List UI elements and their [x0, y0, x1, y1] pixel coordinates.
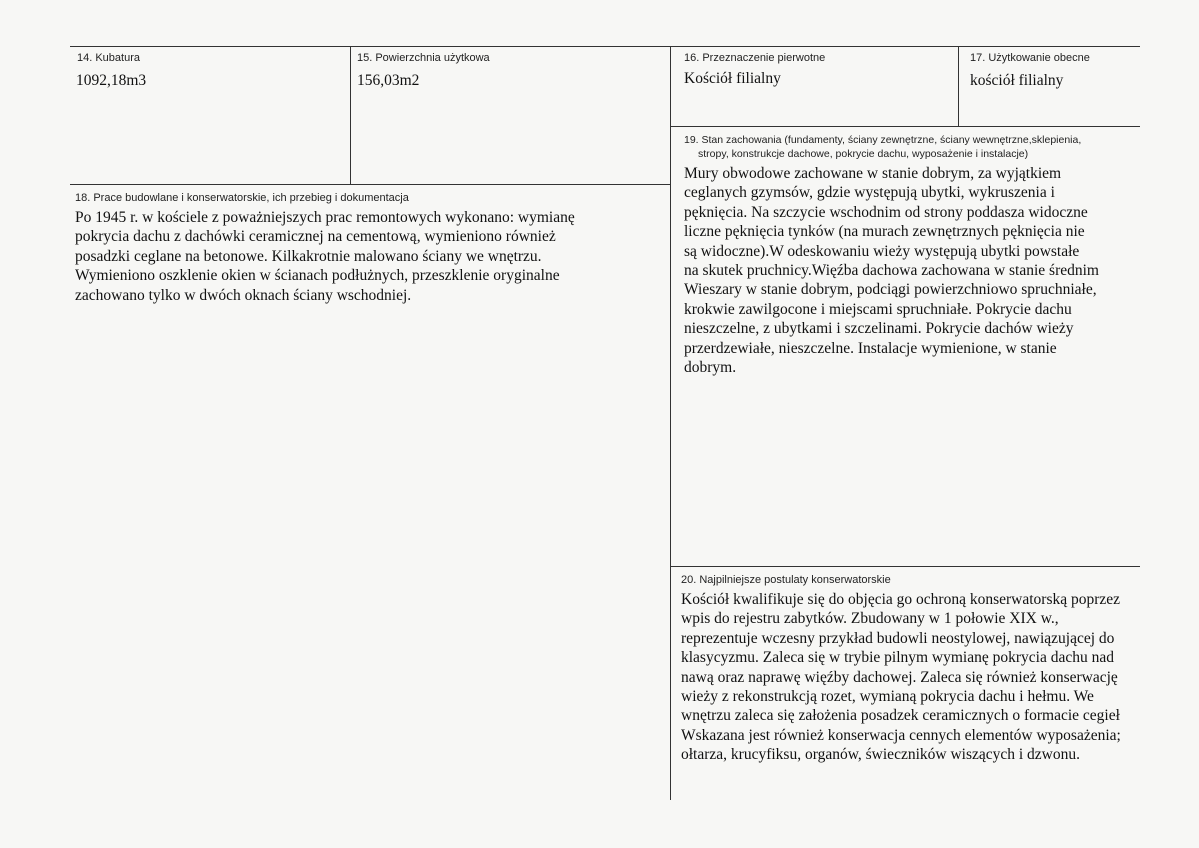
powierzchnia-label: 15. Powierzchnia użytkowa [357, 52, 490, 64]
text-line: nieszczelne, z ubytkami i szczelinami. Pokrycie dachów wieży [684, 320, 1074, 338]
main-vertical-divider [670, 46, 671, 800]
text-line: reprezentuje wczesny przykład budowli neostylowej, nawiązującej do [681, 629, 1115, 647]
text-line: krokwie zawilgocone i miejscami spruchniałe. Pokrycie dachu [684, 300, 1072, 318]
label-line: stropy, konstrukcje dachowe, pokrycie dachu, wyposażenie i instalacje) [698, 148, 1029, 160]
text-line: wieży z rekonstrukcją rozet, wymianą pokrycia dachu i hełmu. We [681, 688, 1094, 706]
text-line: pokrycia dachu z dachówki ceramicznej na cementową, wymieniono również [75, 228, 556, 246]
text-line: wpis do rejestru zabytków. Zbudowany w 1 połowie XIX w., [681, 610, 1059, 628]
przeznaczenie-label: 16. Przeznaczenie pierwotne [684, 52, 826, 64]
text-line: są widoczne).W odeskowaniu wieży występują ubytki powstałe [684, 242, 1080, 260]
divider-14-15 [350, 46, 351, 184]
text-line: ołtarza, krucyfiksu, organów, świeczników wiszących i dzwonu. [681, 746, 1081, 764]
text-line: nawą oraz naprawę więźby dachowej. Zaleca się również konserwację [681, 668, 1118, 686]
rule-above-20 [670, 566, 1140, 567]
postulaty-text [681, 590, 1121, 765]
prace-budowlane-label: 18. Prace budowlane i konserwatorskie, ich przebieg i dokumentacja [75, 192, 409, 204]
text-line: Wymieniono oszklenie okien w ścianach podłużnych, przeszklenie oryginalne [75, 267, 560, 285]
kubatura-value: 1092,18m3 [76, 72, 147, 89]
text-line: wnętrzu zaleca się założenia posadzek ceramicznych o formacie cegieł [681, 707, 1120, 725]
prace-budowlane-text [75, 208, 575, 305]
przeznaczenie-value: Kościół filialny [684, 70, 781, 87]
text-line: Wskazana jest również konserwacja cennych elementów wyposażenia; [681, 726, 1121, 744]
text-line: Kościół kwalifikuje się do objęcia go ochroną konserwatorską poprzez [681, 591, 1121, 608]
top-rule-right [670, 46, 1140, 47]
text-line: przerdzewiałe, nieszczelne. Instalacje wymienione, w stanie [684, 339, 1057, 357]
text-line: pęknięcia. Na szczycie wschodnim od strony poddasza widoczne [684, 203, 1088, 221]
uzytkowanie-value: kościół filialny [970, 72, 1064, 89]
text-line: Mury obwodowe zachowane w stanie dobrym, za wyjątkiem [684, 165, 1062, 182]
text-line: zachowano tylko w dwóch oknach ściany wschodniej. [75, 286, 412, 304]
text-line: posadzki ceglane na betonowe. Kilkakrotnie malowano ściany we wnętrzu. [75, 247, 542, 265]
label-line: 19. Stan zachowania (fundamenty, ściany zewnętrzne, ściany wewnętrzne,sklepienia, [684, 134, 1082, 146]
text-line: liczne pęknięcia tynków (na murach zewnętrznych pęknięcia nie [684, 223, 1085, 241]
text-line: ceglanych gzymsów, gdzie występują ubytki, wykruszenia i [684, 184, 1055, 202]
kubatura-label: 14. Kubatura [77, 52, 140, 64]
text-line: dobrym. [684, 359, 737, 377]
stan-zachowania-label [684, 133, 1081, 161]
stan-zachowania-text [684, 164, 1099, 377]
divider-16-17 [958, 46, 959, 126]
text-line: klasycyzmu. Zaleca się w trybie pilnym wymianę pokrycia dachu nad [681, 649, 1114, 667]
text-line: na skutek pruchnicy.Więźba dachowa zachowana w stanie średnim [684, 262, 1099, 280]
top-rule-left [70, 46, 670, 47]
text-line: Po 1945 r. w kościele z poważniejszych prac remontowych wykonano: wymianę [75, 209, 575, 226]
rule-under-16-17 [670, 126, 1140, 127]
uzytkowanie-label: 17. Użytkowanie obecne [970, 52, 1090, 64]
text-line: Wieszary w stanie dobrym, podciągi powierzchniowo spruchniałe, [684, 281, 1097, 299]
powierzchnia-value: 156,03m2 [357, 72, 420, 89]
rule-above-18 [70, 184, 670, 185]
postulaty-label: 20. Najpilniejsze postulaty konserwatorskie [681, 574, 891, 586]
